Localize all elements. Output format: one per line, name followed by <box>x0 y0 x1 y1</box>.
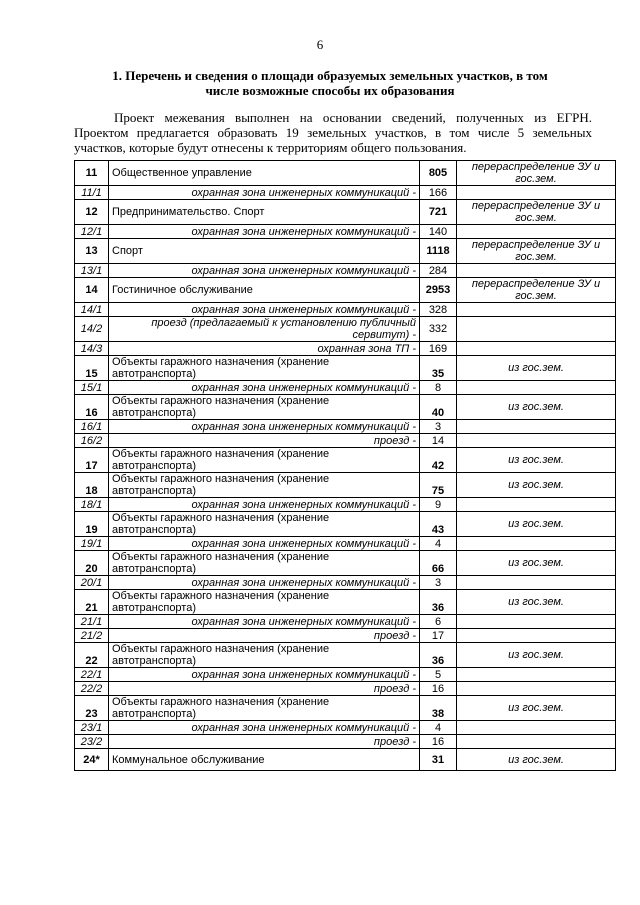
cell-number: 14/1 <box>75 303 109 317</box>
cell-number: 23/1 <box>75 721 109 735</box>
table-subrow <box>75 615 616 629</box>
cell-number: 20 <box>75 551 109 576</box>
cell-method <box>457 434 616 448</box>
cell-number: 21/1 <box>75 615 109 629</box>
cell-number: 11/1 <box>75 186 109 200</box>
cell-name: охранная зона инженерных коммуникаций - <box>109 615 420 629</box>
table-row <box>75 590 616 615</box>
table-subrow <box>75 629 616 643</box>
cell-name: Коммунальное обслуживание <box>109 749 420 771</box>
cell-name: проезд - <box>109 682 420 696</box>
cell-number: 12 <box>75 200 109 225</box>
cell-method <box>457 264 616 278</box>
cell-area: 16 <box>420 735 457 749</box>
table-row <box>75 200 616 225</box>
cell-name: охранная зона инженерных коммуникаций - <box>109 721 420 735</box>
table-row <box>75 696 616 721</box>
cell-area: 40 <box>420 395 457 420</box>
cell-number: 22/1 <box>75 668 109 682</box>
cell-number: 15/1 <box>75 381 109 395</box>
cell-area: 42 <box>420 448 457 473</box>
cell-number: 20/1 <box>75 576 109 590</box>
cell-number: 16 <box>75 395 109 420</box>
table-subrow <box>75 735 616 749</box>
cell-method <box>457 498 616 512</box>
cell-area: 8 <box>420 381 457 395</box>
cell-area: 328 <box>420 303 457 317</box>
cell-number: 16/2 <box>75 434 109 448</box>
cell-method: из гос.зем. <box>457 395 616 420</box>
cell-method <box>457 615 616 629</box>
cell-number: 14/3 <box>75 342 109 356</box>
table-subrow <box>75 721 616 735</box>
cell-method: перераспределение ЗУ и гос.зем. <box>457 278 616 303</box>
table-row <box>75 473 616 498</box>
cell-area: 721 <box>420 200 457 225</box>
cell-method: из гос.зем. <box>457 551 616 576</box>
table-row <box>75 749 616 771</box>
table-subrow <box>75 186 616 200</box>
cell-name: Предпринимательство. Спорт <box>109 200 420 225</box>
cell-area: 75 <box>420 473 457 498</box>
cell-method <box>457 225 616 239</box>
cell-name: Гостиничное обслуживание <box>109 278 420 303</box>
cell-area: 9 <box>420 498 457 512</box>
table-subrow <box>75 498 616 512</box>
cell-area: 169 <box>420 342 457 356</box>
cell-number: 19 <box>75 512 109 537</box>
table-subrow <box>75 303 616 317</box>
cell-name: Объекты гаражного назначения (хранение автотранспорта) <box>109 356 420 381</box>
cell-number: 13/1 <box>75 264 109 278</box>
cell-area: 1118 <box>420 239 457 264</box>
section-heading: 1. Перечень и сведения о площади образуемых земельных участков, в том числе возможные способы их образования <box>112 68 548 98</box>
cell-method: перераспределение ЗУ и гос.зем. <box>457 239 616 264</box>
table-row <box>75 643 616 668</box>
cell-name: Объекты гаражного назначения (хранение автотранспорта) <box>109 590 420 615</box>
cell-method <box>457 317 616 342</box>
cell-name: охранная зона ТП - <box>109 342 420 356</box>
cell-method <box>457 381 616 395</box>
cell-name: проезд - <box>109 629 420 643</box>
cell-name: проезд - <box>109 735 420 749</box>
cell-number: 11 <box>75 161 109 186</box>
table-row <box>75 395 616 420</box>
cell-name: Спорт <box>109 239 420 264</box>
cell-name: охранная зона инженерных коммуникаций - <box>109 420 420 434</box>
cell-area: 36 <box>420 590 457 615</box>
cell-name: охранная зона инженерных коммуникаций - <box>109 576 420 590</box>
cell-method <box>457 721 616 735</box>
cell-name: Объекты гаражного назначения (хранение автотранспорта) <box>109 448 420 473</box>
table-row <box>75 161 616 186</box>
cell-area: 332 <box>420 317 457 342</box>
cell-number: 21 <box>75 590 109 615</box>
cell-area: 4 <box>420 537 457 551</box>
cell-name: проезд (предлагаемый к установлению публичный сервитут) - <box>109 317 420 342</box>
table-subrow <box>75 682 616 696</box>
cell-method: перераспределение ЗУ и гос.зем. <box>457 161 616 186</box>
cell-number: 14 <box>75 278 109 303</box>
cell-method <box>457 682 616 696</box>
cell-name: Объекты гаражного назначения (хранение автотранспорта) <box>109 643 420 668</box>
cell-method: из гос.зем. <box>457 448 616 473</box>
cell-name: охранная зона инженерных коммуникаций - <box>109 381 420 395</box>
cell-number: 23 <box>75 696 109 721</box>
cell-area: 5 <box>420 668 457 682</box>
intro-paragraph: Проект межевания выполнен на основании сведений, полученных из ЕГРН. Проектом предлагается образовать 19 земельных участков, в том числе 5 земельных участков, которые будут отнесены к территориям общего пользования. <box>74 110 592 155</box>
cell-name: Объекты гаражного назначения (хранение автотранспорта) <box>109 512 420 537</box>
cell-number: 18/1 <box>75 498 109 512</box>
table-subrow <box>75 381 616 395</box>
table-subrow <box>75 420 616 434</box>
cell-name: охранная зона инженерных коммуникаций - <box>109 303 420 317</box>
cell-method <box>457 186 616 200</box>
table-subrow <box>75 342 616 356</box>
cell-name: охранная зона инженерных коммуникаций - <box>109 498 420 512</box>
cell-area: 43 <box>420 512 457 537</box>
table-subrow <box>75 668 616 682</box>
table-subrow <box>75 434 616 448</box>
cell-area: 166 <box>420 186 457 200</box>
cell-number: 17 <box>75 448 109 473</box>
cell-number: 12/1 <box>75 225 109 239</box>
cell-number: 21/2 <box>75 629 109 643</box>
cell-area: 6 <box>420 615 457 629</box>
cell-name: Объекты гаражного назначения (хранение автотранспорта) <box>109 551 420 576</box>
cell-number: 15 <box>75 356 109 381</box>
table-subrow <box>75 225 616 239</box>
cell-name: охранная зона инженерных коммуникаций - <box>109 537 420 551</box>
cell-area: 3 <box>420 576 457 590</box>
cell-method <box>457 420 616 434</box>
cell-method: из гос.зем. <box>457 356 616 381</box>
cell-area: 3 <box>420 420 457 434</box>
cell-number: 18 <box>75 473 109 498</box>
cell-number: 14/2 <box>75 317 109 342</box>
table-subrow <box>75 576 616 590</box>
cell-method <box>457 303 616 317</box>
table-subrow <box>75 317 616 342</box>
cell-area: 36 <box>420 643 457 668</box>
cell-method <box>457 629 616 643</box>
cell-area: 284 <box>420 264 457 278</box>
cell-method: из гос.зем. <box>457 590 616 615</box>
cell-area: 35 <box>420 356 457 381</box>
cell-name: охранная зона инженерных коммуникаций - <box>109 225 420 239</box>
cell-method: из гос.зем. <box>457 512 616 537</box>
cell-name: Объекты гаражного назначения (хранение автотранспорта) <box>109 473 420 498</box>
cell-area: 17 <box>420 629 457 643</box>
land-plots-table <box>74 160 616 771</box>
table-row <box>75 448 616 473</box>
cell-method <box>457 342 616 356</box>
cell-area: 14 <box>420 434 457 448</box>
cell-name: охранная зона инженерных коммуникаций - <box>109 186 420 200</box>
cell-area: 140 <box>420 225 457 239</box>
cell-number: 23/2 <box>75 735 109 749</box>
cell-method: из гос.зем. <box>457 749 616 771</box>
cell-name: охранная зона инженерных коммуникаций - <box>109 264 420 278</box>
cell-name: проезд - <box>109 434 420 448</box>
table-subrow <box>75 537 616 551</box>
cell-area: 805 <box>420 161 457 186</box>
table-row <box>75 239 616 264</box>
cell-method <box>457 668 616 682</box>
table-row <box>75 551 616 576</box>
cell-name: Объекты гаражного назначения (хранение автотранспорта) <box>109 395 420 420</box>
cell-method: из гос.зем. <box>457 473 616 498</box>
cell-name: охранная зона инженерных коммуникаций - <box>109 668 420 682</box>
cell-area: 38 <box>420 696 457 721</box>
table-row <box>75 356 616 381</box>
cell-number: 13 <box>75 239 109 264</box>
cell-area: 66 <box>420 551 457 576</box>
cell-number: 22 <box>75 643 109 668</box>
cell-method: из гос.зем. <box>457 643 616 668</box>
table-row <box>75 512 616 537</box>
cell-method <box>457 576 616 590</box>
cell-name: Объекты гаражного назначения (хранение автотранспорта) <box>109 696 420 721</box>
cell-area: 4 <box>420 721 457 735</box>
cell-method: перераспределение ЗУ и гос.зем. <box>457 200 616 225</box>
cell-area: 2953 <box>420 278 457 303</box>
table-row <box>75 278 616 303</box>
cell-method <box>457 537 616 551</box>
cell-area: 31 <box>420 749 457 771</box>
cell-number: 16/1 <box>75 420 109 434</box>
cell-number: 22/2 <box>75 682 109 696</box>
cell-area: 16 <box>420 682 457 696</box>
cell-name: Общественное управление <box>109 161 420 186</box>
cell-method: из гос.зем. <box>457 696 616 721</box>
table-subrow <box>75 264 616 278</box>
page-number: 6 <box>316 37 324 52</box>
cell-number: 24* <box>75 749 109 771</box>
cell-method <box>457 735 616 749</box>
cell-number: 19/1 <box>75 537 109 551</box>
